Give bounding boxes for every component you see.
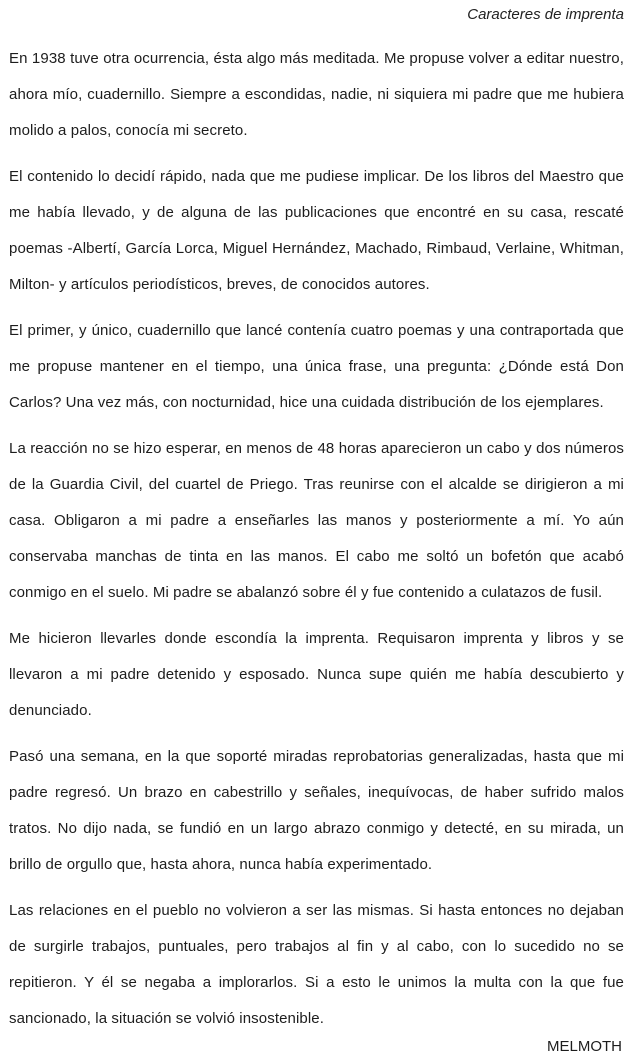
paragraph-2: El contenido lo decidí rápido, nada que me pudiese implicar. De los libros del Maestro que me había llevado, y de alguna de las publicaciones que encontré en su casa, rescaté poemas -Albertí, García Lorca, Miguel Hernández, Machado, Rimbaud, Verlaine, Whitman, Milton- y artículos periodísticos, breves, de conocidos autores. bbox=[9, 168, 624, 293]
paragraph-5: Me hicieron llevarles donde escondía la imprenta. Requisaron imprenta y libros y se llevaron a mi padre detenido y esposado. Nunca supe quién me había descubierto y denunciado. bbox=[9, 630, 624, 719]
paragraph-3: El primer, y único, cuadernillo que lancé contenía cuatro poemas y una contraportada que me propuse mantener en el tiempo, una única frase, una pregunta: ¿Dónde está Don Carlos? Una vez más, con nocturnidad, hice una cuidada distribución de los ejemplares. bbox=[9, 322, 624, 411]
running-header-title: Caracteres de imprenta bbox=[467, 6, 624, 23]
paragraph-4: La reacción no se hizo esperar, en menos de 48 horas aparecieron un cabo y dos números de la Guardia Civil, del cuartel de Priego. Tras reunirse con el alcalde se dirigieron a mi casa. Obligaron a mi padre a enseñarles las manos y posteriormente a mí. Yo aún conservaba manchas de tinta en las manos. El cabo me soltó un bofetón que acabó conmigo en el suelo. Mi padre se abalanzó sobre él y fue contenido a culatazos de fusil. bbox=[9, 440, 624, 601]
paragraph-7: Las relaciones en el pueblo no volvieron a ser las mismas. Si hasta entonces no dejaban de surgirle trabajos, puntuales, pero trabajos al fin y al cabo, con lo sucedido no se repitieron. Y él se negaba a implorarlos. Si a esto le unimos la multa con la que fue sancionado, la situación se volvió insostenible. bbox=[9, 902, 624, 1027]
document-body bbox=[9, 41, 624, 1037]
author-signature: MELMOTH bbox=[547, 1038, 622, 1055]
paragraph-1: En 1938 tuve otra ocurrencia, ésta algo más meditada. Me propuse volver a editar nuestro, ahora mío, cuadernillo. Siempre a escondidas, nadie, ni siquiera mi padre que me hubiera molido a palos, conocía mi secreto. bbox=[9, 50, 624, 139]
paragraph-6: Pasó una semana, en la que soporté miradas reprobatorias generalizadas, hasta que mi padre regresó. Un brazo en cabestrillo y señales, inequívocas, de haber sufrido malos tratos. No dijo nada, se fundió en un largo abrazo conmigo y detecté, en su mirada, un brillo de orgullo que, hasta ahora, nunca había experimentado. bbox=[9, 748, 624, 873]
